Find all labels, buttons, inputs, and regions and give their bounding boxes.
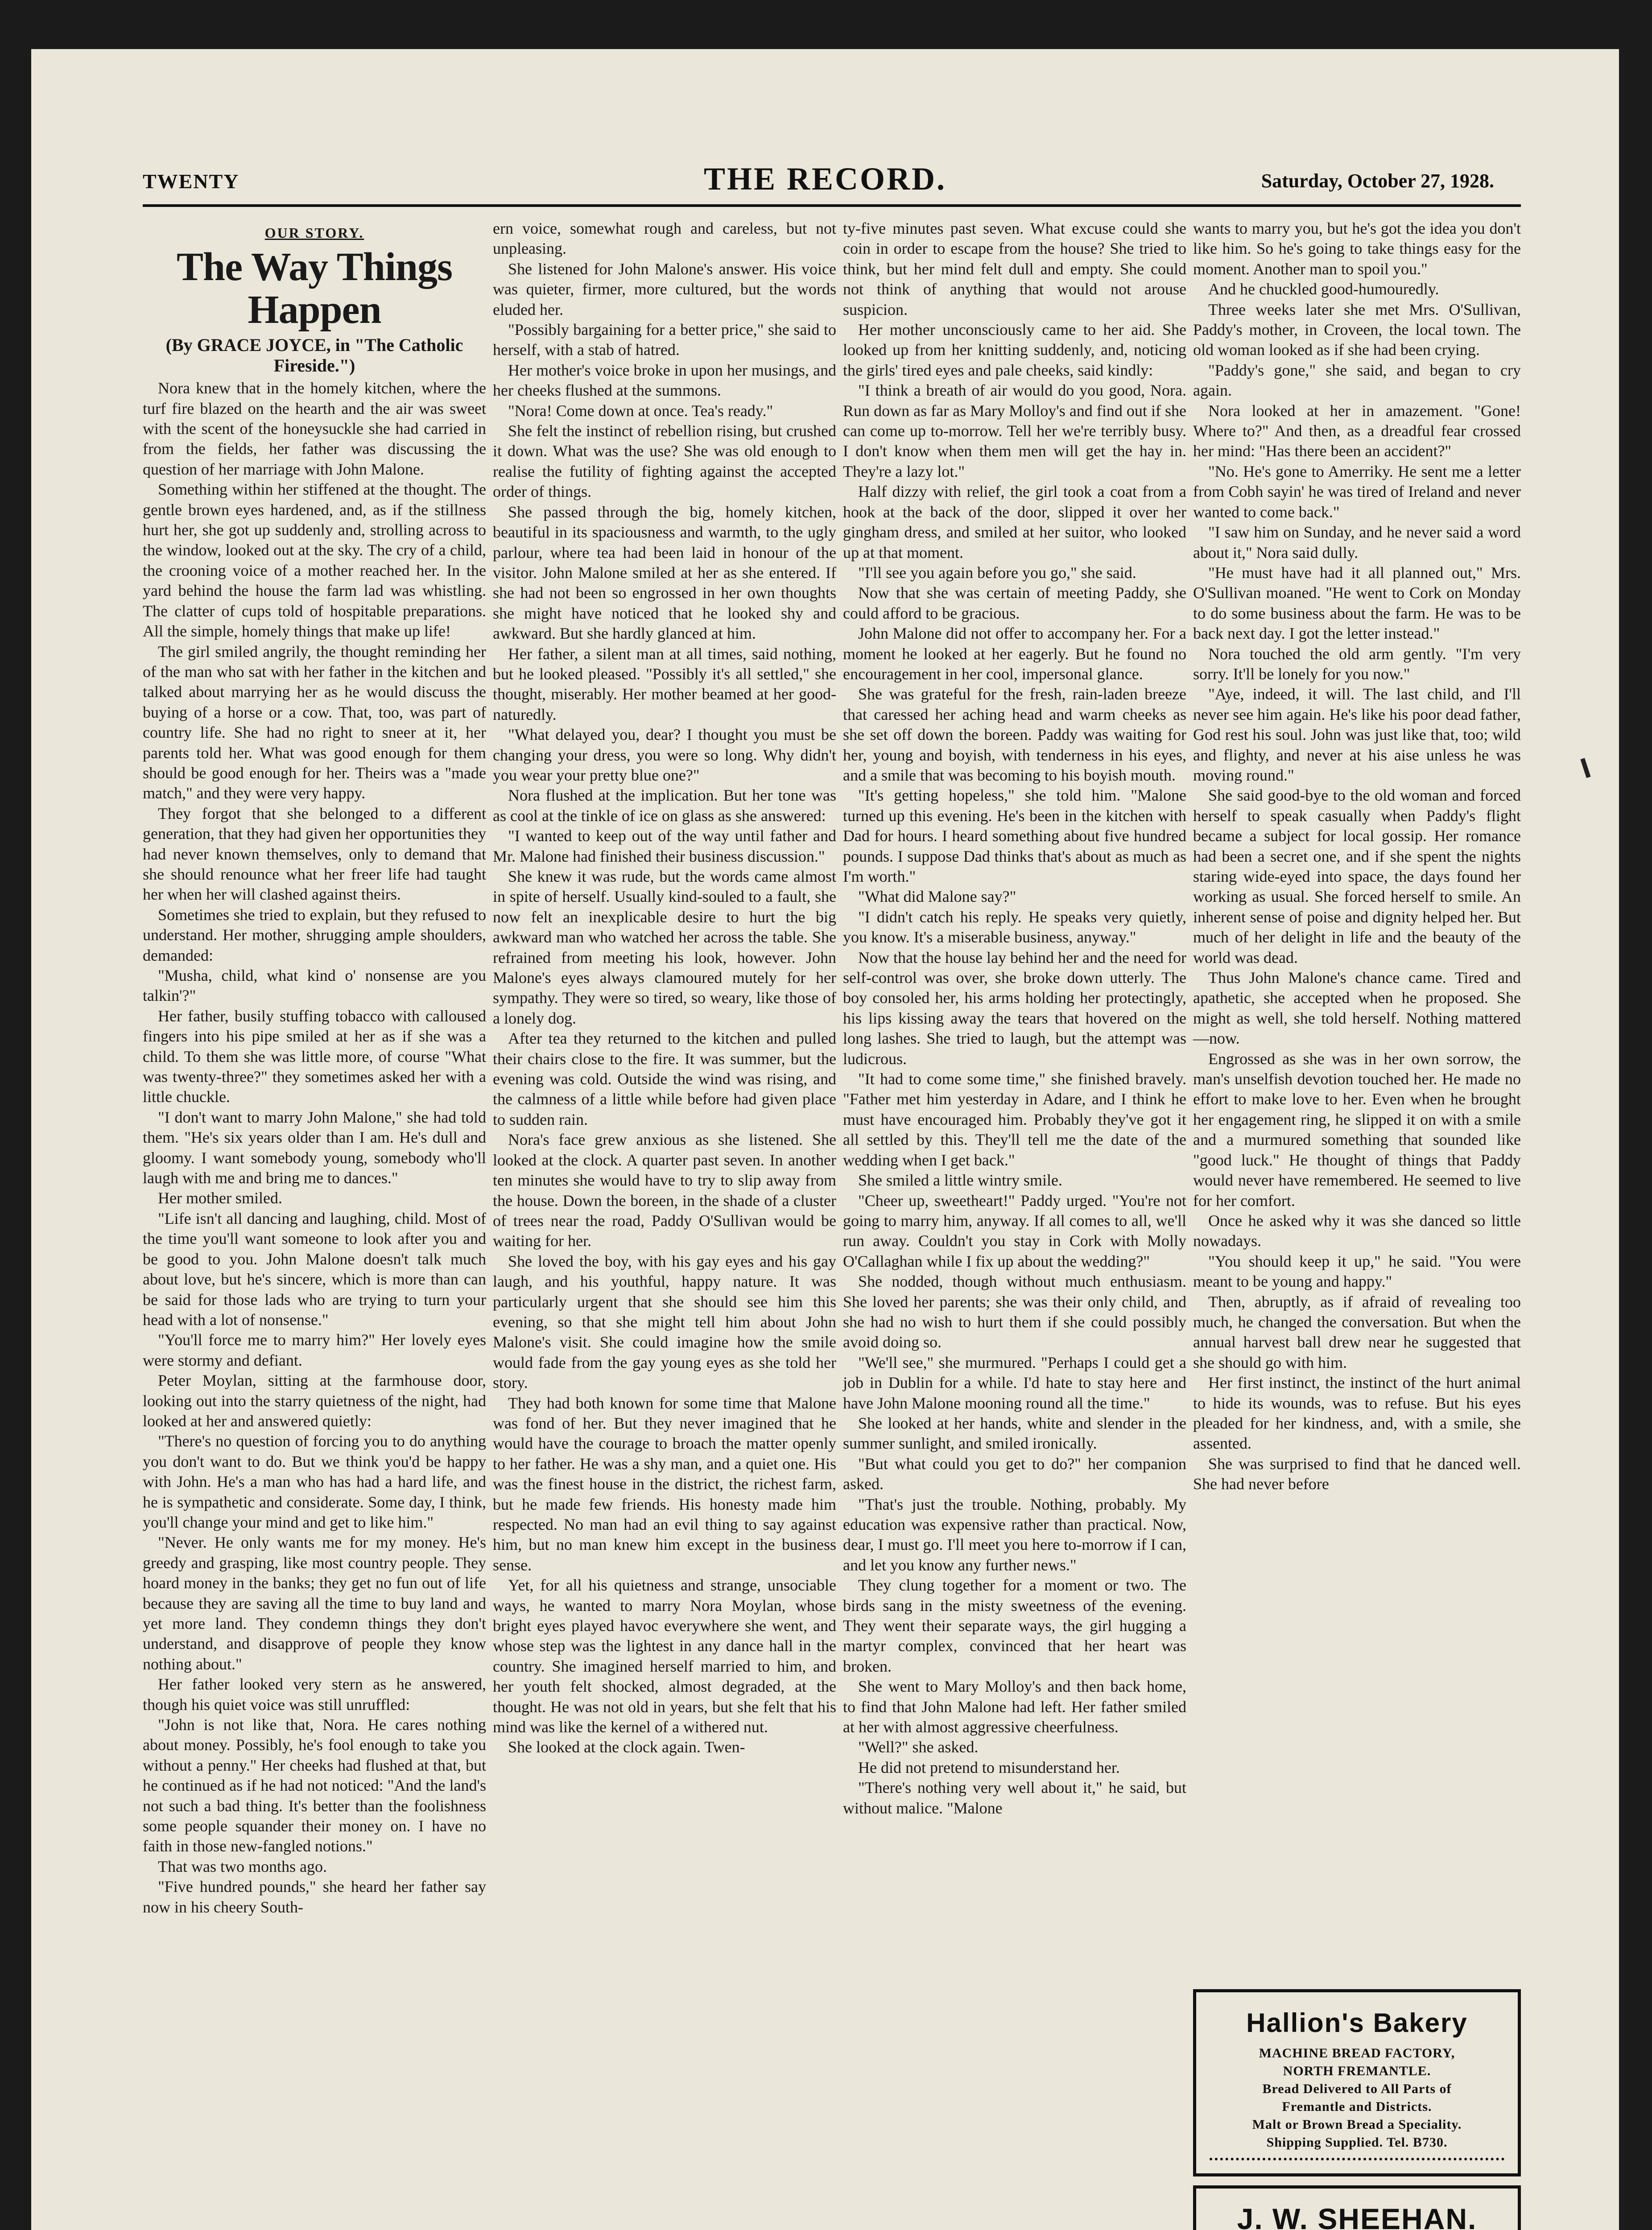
sheehan-butcher-ad <box>1193 2185 1521 2230</box>
masthead-rule <box>143 204 1521 207</box>
article-paragraph: "But what could you get to do?" her companion asked. <box>843 1454 1186 1493</box>
article-paragraph: Nora looked at her in amazement. "Gone! Where to?" And then, as a dreadful fear crossed her mind: "Has there been an accident?" <box>1193 401 1521 460</box>
article-paragraph: Her father looked very stern as he answered, though his quiet voice was still unruffled: <box>143 1675 486 1714</box>
article-paragraph: "I'll see you again before you go," she said. <box>858 563 1136 582</box>
article-paragraph: "Five hundred pounds," she heard her father say now in his cheery South- <box>143 1878 486 1916</box>
article-paragraph: ty-five minutes past seven. What excuse could she coin in order to escape from the house? She tried to think, but her mind felt dull and empty. She could not think of anything that would not arouse suspicion. <box>843 219 1186 318</box>
article-paragraph: She looked at her hands, white and slender in the summer sunlight, and smiled ironically. <box>843 1414 1186 1453</box>
article-paragraph: The girl smiled angrily, the thought reminding her of the man who sat with her father in the kitchen and talked about marrying her as he would discuss the buying of a horse or a cow. That, too, was part of country life. She had no right to sneer at it, her parents told her. What was good enough for them should be good enough for her. Theirs was a "made match," and they were very happy. <box>143 642 486 802</box>
article-paragraph: "John is not like that, Nora. He cares nothing about money. Possibly, he's fool enough to take you without a penny." Her cheeks had flushed at that, but he continued as if he had not noticed: "And the land's not such a bad thing. It's better than the foolishness some people squander their money on. I have no faith in those new-fangled notions." <box>143 1716 486 1855</box>
article-paragraph: "That's just the trouble. Nothing, probably. My education was expensive rather than practical. Now, dear, I must go. I'll meet you here to-morrow if I can, and let you know any further news." <box>843 1495 1186 1574</box>
ad-line: Malt or Brown Bread a Speciality. <box>1252 2117 1462 2132</box>
article-paragraph: "He must have had it all planned out," Mrs. O'Sullivan moaned. "He went to Cork on Monday to do some business about the farm. He was to be back next day. I got the letter instead." <box>1193 563 1521 643</box>
article-paragraph: She said good-bye to the old woman and forced herself to speak casually when Paddy's flight became a subject for local gossip. Her romance had been a secret one, and if she spent the nights staring wide-eyed into space, the days found her working as usual. She forced herself to smile. An inherent sense of poise and dignity helped her. But much of her delight in life and the beauty of the world was dead. <box>1193 786 1521 966</box>
article-paragraph: "Musha, child, what kind o' nonsense are you talkin'?" <box>143 966 486 1005</box>
article-paragraph: John Malone did not offer to accompany her. For a moment he looked at her eagerly. But he found no encouragement in her cool, impersonal glance. <box>843 624 1186 683</box>
article-paragraph: "There's nothing very well about it," he said, but without malice. "Malone <box>843 1779 1186 1817</box>
paper-title: THE RECORD. <box>703 161 947 197</box>
article-paragraph: They forgot that she belonged to a different generation, that they had given her opportunities they had never known themselves, only to demand that she should renounce what her freer life had taught her when her will clashed against theirs. <box>143 804 486 904</box>
article-paragraph: "Nora! Come down at once. Tea's ready." <box>508 401 773 420</box>
article-paragraph: "It's getting hopeless," she told him. "Malone turned up this evening. He's been in the kitchen with Dad for hours. I heard something about five hundred pounds. I suppose Dad thinks that's about as much as I'm worth." <box>843 786 1186 885</box>
article-paragraph: "Cheer up, sweetheart!" Paddy urged. "You're not going to marry him, anyway. If all comes to all, we'll run away. Couldn't you stay in Cork with Molly O'Callaghan while I fix up about the wedding?" <box>843 1191 1186 1270</box>
article-paragraph: She was grateful for the fresh, rain-laden breeze that caressed her aching head and warm cheeks as she set off down the boreen. Paddy was waiting for her, young and boyish, with tenderness in his eyes, and a smile that was becoming to his boyish mouth. <box>843 685 1186 784</box>
article-paragraph: "You'll force me to marry him?" Her lovely eyes were stormy and defiant. <box>143 1331 486 1369</box>
article-column-4 <box>1193 219 1521 1495</box>
article-paragraph: Nora touched the old arm gently. "I'm very sorry. It'll be lonely for you now." <box>1193 644 1521 683</box>
article-column-3 <box>843 219 1186 1818</box>
article-paragraph: Once he asked why it was she danced so little nowadays. <box>1193 1211 1521 1250</box>
article-paragraph: wants to marry you, but he's got the idea you don't like him. So he's going to take things easy for the moment. Another man to spoil you." <box>1193 219 1521 278</box>
article-paragraph: "Never. He only wants me for my money. He's greedy and grasping, like most country people. They hoard money in the banks; they get no fun out of life because they are saving all the time to buy land and yet more land. They condemn things they don't understand, and disapprove of people they know nothing about." <box>143 1533 486 1673</box>
article-paragraph: Her mother unconsciously came to her aid. She looked up from her knitting suddenly, and, noticing the girls' tired eyes and pale cheeks, said kindly: <box>843 321 1186 379</box>
article-paragraph: She knew it was rude, but the words came almost in spite of herself. Usually kind-souled to a fault, she now felt an inexplicable desire to hurt the big awkward man who watched her across the table. She refrained from meeting his look, however. John Malone's eyes always clamoured mutely for her sympathy. They were so tired, so weary, like those of a lonely dog. <box>493 867 836 1027</box>
article-paragraph: Her father, busily stuffing tobacco with calloused fingers into his pipe smiled at her as if she was a child. To them she was little more, of course "What was twenty-three?" they sometimes asked her with a little chuckle. <box>143 1007 486 1106</box>
article-paragraph: Her father, a silent man at all times, said nothing, but he looked pleased. "Possibly it's all settled," she thought, miserably. Her mother beamed at her good-naturedly. <box>493 644 836 723</box>
article-paragraph: Nora flushed at the implication. But her tone was as cool at the tinkle of ice on glass as she answered: <box>493 786 836 825</box>
article-paragraph: And he chuckled good-humouredly. <box>1208 280 1439 298</box>
ad-line: Fremantle and Districts. <box>1282 2099 1432 2114</box>
article-paragraph: Three weeks later she met Mrs. O'Sullivan, Paddy's mother, in Croveen, the local town. The old woman looked as if she had been crying. <box>1193 300 1521 359</box>
article-paragraph: Her mother smiled. <box>158 1189 282 1207</box>
article-paragraph: "I didn't catch his reply. He speaks very quietly, you know. It's a miserable business, anyway." <box>843 908 1186 946</box>
article-paragraph: Now that the house lay behind her and the need for self-control was over, she broke down utterly. The boy consoled her, his arms holding her protectingly, his lips kissing away the tears that hovered on the long lashes. She tried to laugh, but the attempt was ludicrous. <box>843 948 1186 1068</box>
article-paragraph: "It had to come some time," she finished bravely. "Father met him yesterday in Adare, and I think he must have encouraged him. Probably they've got it all settled by this. They'll tell me the date of the wedding when I get back." <box>843 1070 1186 1169</box>
article-kicker: OUR STORY. <box>264 225 364 241</box>
article-paragraph: ern voice, somewhat rough and careless, but not unpleasing. <box>493 219 836 258</box>
article-paragraph: Then, abruptly, as if afraid of revealing too much, he changed the conversation. But when the annual harvest ball drew near he suggested that she should go with him. <box>1193 1293 1521 1371</box>
article-paragraph: She went to Mary Molloy's and then back home, to find that John Malone had left. Her father smiled at her with almost aggressive cheerfulness. <box>843 1677 1186 1736</box>
article-paragraph: She was surprised to find that he danced well. She had never before <box>1193 1454 1521 1493</box>
article-paragraph: "Possibly bargaining for a better price," she said to herself, with a stab of hatred. <box>493 321 836 359</box>
article-paragraph: Nora knew that in the homely kitchen, where the turf fire blazed on the hearth and the air was sweet with the scent of the honeysuckle she had carried in from the fields, her father was discussing the question of her marriage with John Malone. <box>143 379 486 478</box>
article-paragraph: "I don't want to marry John Malone," she had told them. "He's six years older than I am. He's dull and gloomy. I want somebody young, somebody who'll laugh with me and bring me to dances." <box>143 1108 486 1187</box>
article-paragraph: They clung together for a moment or two. The birds sang in the misty sweetness of the evening. They went their separate ways, the girl hugging a martyr complex, convinced that her heart was broken. <box>843 1576 1186 1675</box>
article-paragraph: Now that she was certain of meeting Paddy, she could afford to be gracious. <box>843 584 1186 622</box>
ad-line: Bread Delivered to All Parts of <box>1262 2081 1452 2096</box>
scan-mark <box>1580 758 1590 778</box>
article-paragraph: She smiled a little wintry smile. <box>858 1171 1062 1189</box>
article-paragraph: Yet, for all his quietness and strange, unsociable ways, he wanted to marry Nora Moylan, whose bright eyes played havoc everywhere she went, and whose step was the lightest in any dance hall in the country. She imagined herself married to him, and her youth felt shocked, almost degraded, at the thought. He was not old in years, but she felt that his mind was like the kernel of a withered nut. <box>493 1576 836 1736</box>
article-column-2 <box>493 219 836 1758</box>
ad-line: NORTH FREMANTLE. <box>1283 2064 1431 2078</box>
article-paragraph: She nodded, though without much enthusiasm. She loved her parents; she was their only child, and she had no wish to hurt them if she could possibly avoid doing so. <box>843 1272 1186 1351</box>
article-paragraph: "Aye, indeed, it will. The last child, and I'll never see him again. He's like his poor dead father, God rest his soul. John was just like that, too; wild and flighty, and never at his aise unless he was moving round." <box>1193 685 1521 784</box>
article-paragraph: "Well?" she asked. <box>858 1738 979 1756</box>
article-paragraph: Nora's face grew anxious as she listened. She looked at the clock. A quarter past seven. In another ten minutes she would have to try to slip away from the house. Down the boreen, in the shade of a cluster of trees near the road, Paddy O'Sullivan would be waiting for her. <box>493 1131 836 1250</box>
article-paragraph: That was two months ago. <box>158 1857 327 1875</box>
article-paragraph: Peter Moylan, sitting at the farmhouse door, looking out into the starry quietness of the night, had looked at her and answered quietly: <box>143 1371 486 1430</box>
article-paragraph: He did not pretend to misunderstand her. <box>858 1758 1120 1776</box>
issue-date: Saturday, October 27, 1928. <box>1261 170 1494 192</box>
article-paragraph: "You should keep it up," he said. "You were meant to be young and happy." <box>1193 1252 1521 1291</box>
article-paragraph: "I think a breath of air would do you good, Nora. Run down as far as Mary Molloy's and find out if she can come up to-morrow. Tell her we're terribly busy. I don't know when them men will get the hay in. They're a lazy lot." <box>843 381 1186 480</box>
article-paragraph: Thus John Malone's chance came. Tired and apathetic, she accepted when he proposed. She might as well, she told herself. Nothing mattered—now. <box>1193 969 1521 1048</box>
article-paragraph: Engrossed as she was in her own sorrow, the man's unselfish devotion touched her. He made no effort to make love to her. Even when he brought her engagement ring, he slipped it on with a smile and a murmured something that sounded like "good luck." He thought of things that Paddy would never have remembered. He seemed to live for her comfort. <box>1193 1049 1521 1210</box>
article-paragraph: Sometimes she tried to explain, but they refused to understand. Her mother, shrugging ample shoulders, demanded: <box>143 905 486 964</box>
hallion-bakery-ad <box>1193 1989 1521 2176</box>
article-paragraph: "I wanted to keep out of the way until father and Mr. Malone had finished their business discussion." <box>493 827 836 865</box>
article-column-1 <box>143 219 486 1917</box>
article-paragraph: "What did Malone say?" <box>858 888 1016 906</box>
ad-line: MACHINE BREAD FACTORY, <box>1259 2046 1455 2061</box>
article-paragraph: She passed through the big, homely kitchen, beautiful in its spaciousness and warmth, to the ugly parlour, where tea had been laid in honour of the visitor. John Malone smiled at her as she entered. If she had not been so engrossed in her own thoughts she might have noticed that he looked shy and awkward. But she hardly glanced at him. <box>493 503 836 643</box>
article-paragraph: She felt the instinct of rebellion rising, but crushed it down. What was the use? She was old enough to realise the futility of fighting against the accepted order of things. <box>493 422 836 501</box>
article-paragraph: She listened for John Malone's answer. His voice was quieter, firmer, more cultured, but the words eluded her. <box>493 260 836 318</box>
article-paragraph: She loved the boy, with his gay eyes and his gay laugh, and his youthful, happy nature. It was particularly urgent that she should see him this evening, so that she might tell him about John Malone's visit. She could imagine how the smile would fade from the gay young eyes as she told her story. <box>493 1252 836 1392</box>
article-paragraph: "We'll see," she murmured. "Perhaps I could get a job in Dublin for a while. I'd hate to stay here and have John Malone mooning round all the time." <box>843 1353 1186 1412</box>
ad-title: J. W. SHEEHAN. <box>1237 2202 1477 2230</box>
article-paragraph: Her first instinct, the instinct of the hurt animal to hide its wounds, was to refuse. But his eyes pleaded for her kindness, and, with a smile, she assented. <box>1193 1374 1521 1453</box>
page-number: TWENTY <box>143 170 240 193</box>
article-paragraph: "Life isn't all dancing and laughing, child. Most of the time you'll want someone to look after you and be good to you. John Malone doesn't talk much about love, but he's sincere, which is more than can be said for those lads who are trying to turn your head with a lot of nonsense." <box>143 1209 486 1329</box>
newspaper-page <box>31 49 1619 2230</box>
ad-title: Hallion's Bakery <box>1246 2008 1468 2038</box>
article-paragraph: She looked at the clock again. Twen- <box>508 1738 745 1756</box>
article-paragraph: "I saw him on Sunday, and he never said a word about it," Nora said dully. <box>1193 523 1521 562</box>
article-paragraph: Half dizzy with relief, the girl took a coat from a hook at the back of the door, slipped it over her gingham dress, and smiled at her suitor, who looked up at that moment. <box>843 483 1186 562</box>
article-paragraph: "Paddy's gone," she said, and began to cry again. <box>1193 361 1521 400</box>
article-paragraph: Her mother's voice broke in upon her musings, and her cheeks flushed at the summons. <box>493 361 836 400</box>
article-paragraph: "No. He's gone to Amerriky. He sent me a letter from Cobh sayin' he was tired of Ireland and never wanted to come back." <box>1193 462 1521 521</box>
article-byline: (By GRACE JOYCE, in "The Catholic Fireside.") <box>165 335 463 376</box>
article-paragraph: "What delayed you, dear? I thought you must be changing your dress, you were so long. Why didn't you wear your pretty blue one?" <box>493 726 836 784</box>
dotted-rule <box>1210 2153 1504 2160</box>
article-paragraph: After tea they returned to the kitchen and pulled their chairs close to the fire. It was summer, but the evening was cold. Outside the wind was rising, and the calmness of a little while before had given place to sudden rain. <box>493 1029 836 1128</box>
article-paragraph: "There's no question of forcing you to do anything you don't want to do. But we think you'd be happy with John. He's a man who has had a hard life, and he is sympathetic and considerate. Some day, I think, you'll change your mind and get to like him." <box>143 1432 486 1531</box>
article-paragraph: They had both known for some time that Malone was fond of her. But they never imagined that he would have the courage to broach the matter openly to her father. He was a shy man, and a quiet one. His was the finest house in the district, the richest farm, but he made few friends. His honesty made him respected. No man had an evil thing to say against him, but no man knew him except in the business sense. <box>493 1394 836 1574</box>
ad-line: Shipping Supplied. Tel. B730. <box>1266 2135 1448 2150</box>
article-headline: The Way Things Happen <box>177 245 452 332</box>
article-paragraph: Something within her stiffened at the thought. The gentle brown eyes hardened, and, as if the stillness hurt her, she got up suddenly and, strolling across to the window, looked out at the sky. The cry of a child, the crooning voice of a mother reached her. In the yard behind the house the farm lad was whistling. The clatter of cups told of hospitable preparations. All the simple, homely things that make up life! <box>143 480 486 640</box>
